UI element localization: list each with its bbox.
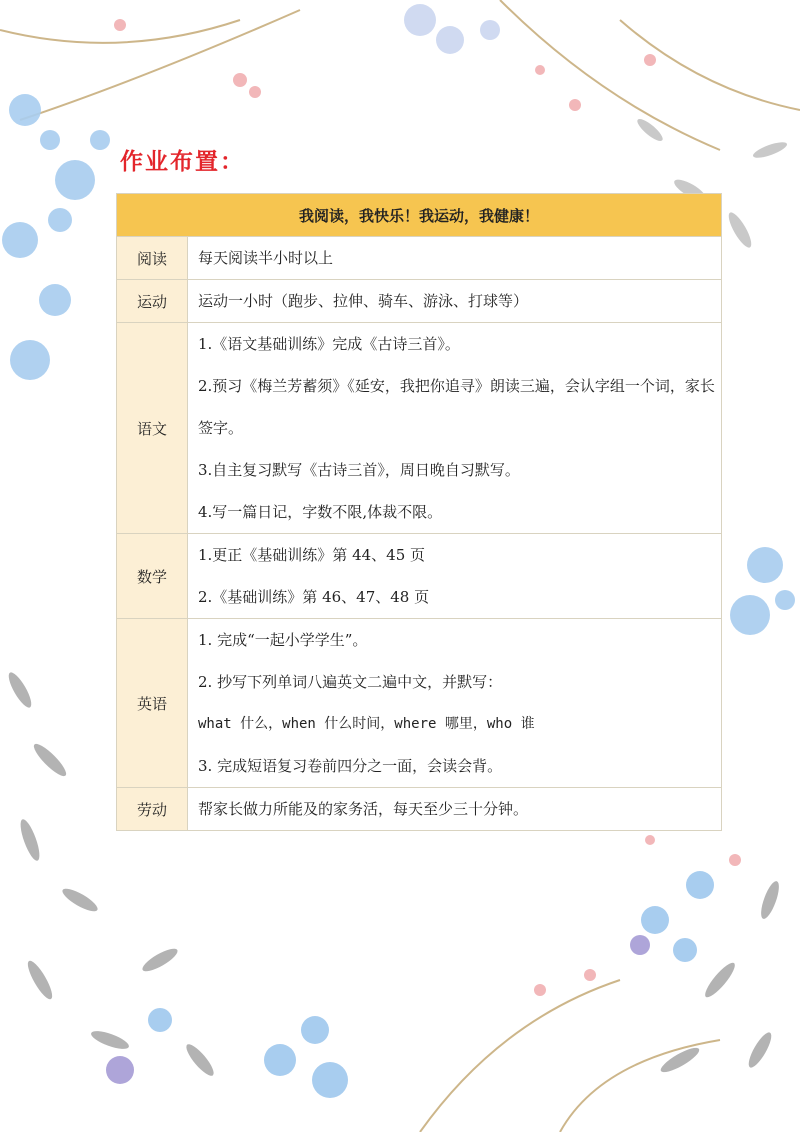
math-line: 1.更正《基础训练》第 44、45 页 [198, 546, 426, 564]
subject-english: 英语 [117, 619, 188, 788]
chinese-line: 4.写一篇日记，字数不限,体裁不限。 [198, 503, 443, 521]
chinese-line: 2.预习《梅兰芳蓄须》《延安，我把你追寻》朗读三遍，会认字组一个词，家长签字。 [198, 377, 715, 437]
flowers-top-center [404, 4, 500, 54]
chinese-line: 3.自主复习默写《古诗三首》，周日晚自习默写。 [198, 461, 520, 479]
labor-line: 帮家长做力所能及的家务活，每天至少三十分钟。 [198, 800, 529, 818]
row-math [117, 534, 722, 619]
content-labor [188, 788, 722, 831]
subject-reading: 阅读 [117, 237, 188, 280]
english-line: 3. 完成短语复习卷前四分之一面，会读会背。 [198, 757, 503, 775]
leaves-right-bottom [658, 879, 783, 1076]
page-title: 作业布置： [120, 149, 245, 175]
math-line: 2.《基础训练》第 46、47、48 页 [198, 588, 430, 606]
content-exercise [188, 280, 722, 323]
homework-table [116, 193, 722, 831]
berries-bottom [534, 835, 741, 996]
english-line: 1. 完成“一起小学学生”。 [198, 631, 368, 649]
row-english [117, 619, 722, 788]
content-chinese [188, 323, 722, 534]
flowers-top-left [2, 94, 110, 380]
content-english [188, 619, 722, 788]
english-line: what 什么，when 什么时间，where 哪里，who 谁 [198, 716, 535, 732]
english-line: 2. 抄写下列单词八遍英文二遍中文，并默写： [198, 673, 503, 691]
table-header-row [117, 194, 722, 237]
branch-top-left [0, 10, 300, 120]
table-header: 我阅读，我快乐！我运动，我健康！ [117, 194, 722, 237]
subject-labor: 劳动 [117, 788, 188, 831]
row-reading [117, 237, 722, 280]
exercise-line: 运动一小时（跑步、拉伸、骑车、游泳、打球等） [198, 292, 529, 310]
subject-chinese: 语文 [117, 323, 188, 534]
row-labor [117, 788, 722, 831]
subject-math: 数学 [117, 534, 188, 619]
row-exercise [117, 280, 722, 323]
content-reading [188, 237, 722, 280]
reading-line: 每天阅读半小时以上 [198, 249, 334, 267]
flowers-right [730, 547, 795, 635]
chinese-line: 1.《语文基础训练》完成《古诗三首》。 [198, 335, 460, 353]
row-chinese [117, 323, 722, 534]
subject-exercise: 运动 [117, 280, 188, 323]
content-math [188, 534, 722, 619]
